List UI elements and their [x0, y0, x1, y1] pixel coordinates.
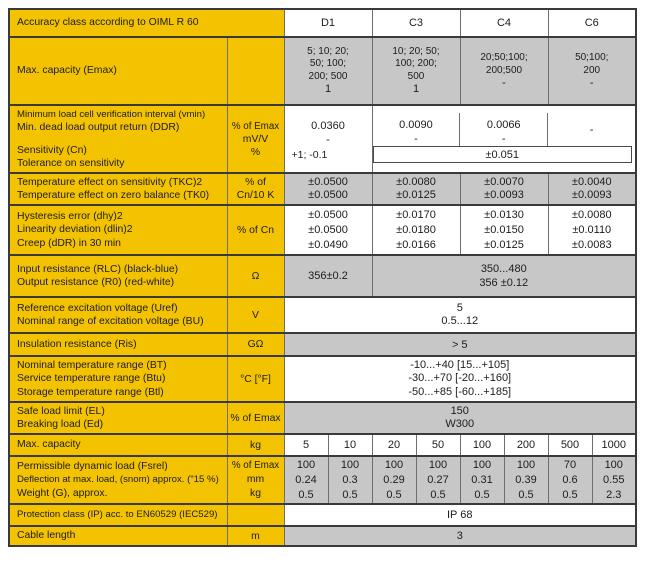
row-hysteresis — [9, 205, 636, 255]
unit-emax — [227, 37, 284, 105]
row-header — [9, 9, 636, 37]
label-max-capacity-kg: Max. capacity — [9, 434, 227, 456]
cell-hyst-d1: ±0.0500 ±0.0500 ±0.0490 — [284, 205, 372, 255]
cell-cable-merged: 3 — [284, 526, 636, 546]
label-protection-class: Protection class (IP) acc. to EN60529 (IEC529) — [9, 504, 227, 526]
sensitivity-d1: +1; -0.1 — [291, 149, 328, 161]
row-temp-effect — [9, 173, 636, 205]
label-temp-range: Nominal temperature range (BT) Service temperature range (Btu) Storage temperature range (Btl) — [9, 356, 227, 402]
tolerance-merged-cell: ±0.051 — [373, 146, 633, 163]
cell-kg-5: 200 — [504, 434, 548, 456]
cell-hyst-c4: ±0.0130 ±0.0150 ±0.0125 — [460, 205, 548, 255]
label-temp-effect: Temperature effect on sensitivity (TKC)2 Temperature effect on zero balance (TK0) — [9, 173, 227, 205]
cell-excitation-merged: 5 0.5...12 — [284, 297, 636, 333]
cell-vmin-d1: 0.0360 - +1; -0.1 — [284, 105, 372, 173]
unit-vmin: % of Emax mV/V % — [227, 105, 284, 173]
cell-vmin-c3-c6 — [372, 105, 636, 173]
row-vmin-sensitivity — [9, 105, 636, 173]
col-header-c6: C6 — [548, 9, 636, 37]
label-excitation: Reference excitation voltage (Uref) Nominal range of excitation voltage (BU) — [9, 297, 227, 333]
cell-emax-d1: 5; 10; 20; 50; 100; 200; 500 1 — [284, 37, 372, 105]
cell-dyn-3: 100 0.27 0.5 — [416, 456, 460, 504]
cell-kg-2: 20 — [372, 434, 416, 456]
row-cable-length — [9, 526, 636, 546]
cell-insulation-merged: > 5 — [284, 333, 636, 356]
cell-kg-3: 50 — [416, 434, 460, 456]
label-cable-length: Cable length — [9, 526, 227, 546]
row-excitation — [9, 297, 636, 333]
label-dynamic-load: Permissible dynamic load (Fsrel) Deflection at max. load, (snom) approx. ("15 %) Weight (G), approx. — [9, 456, 227, 504]
table-title-cell — [9, 9, 284, 37]
cell-dyn-2: 100 0.29 0.5 — [372, 456, 416, 504]
cell-safe-load-merged: 150 W300 — [284, 402, 636, 434]
cell-dyn-4: 100 0.31 0.5 — [460, 456, 504, 504]
cell-kg-4: 100 — [460, 434, 504, 456]
label-safe-load: Safe load limit (EL) Breaking load (Ed) — [9, 402, 227, 434]
row-max-capacity-kg — [9, 434, 636, 456]
col-header-c4: C4 — [460, 9, 548, 37]
row-safe-load — [9, 402, 636, 434]
row-dynamic-load — [9, 456, 636, 504]
unit-cable-length: m — [227, 526, 284, 546]
cell-resistance-merged: 350...480 356 ±0.12 — [372, 255, 636, 297]
cell-dyn-1: 100 0.3 0.5 — [328, 456, 372, 504]
cell-protection-merged: IP 68 — [284, 504, 636, 526]
cell-vmin-c6: - — [547, 113, 635, 146]
row-resistance — [9, 255, 636, 297]
cell-kg-0: 5 — [284, 434, 328, 456]
unit-protection-class — [227, 504, 284, 526]
row-protection-class — [9, 504, 636, 526]
unit-temp-range: °C [°F] — [227, 356, 284, 402]
cell-tkc-c3: ±0.0080 ±0.0125 — [372, 173, 460, 205]
label-resistance: Input resistance (RLC) (black-blue) Output resistance (R0) (red-white) — [9, 255, 227, 297]
cell-kg-7: 1000 — [592, 434, 636, 456]
cell-vmin-c3: 0.0090 - — [399, 119, 433, 145]
unit-max-capacity-kg: kg — [227, 434, 284, 456]
cell-emax-c4: 20;50;100; 200;500 - — [460, 37, 548, 105]
unit-temp-effect: % of Cn/10 K — [227, 173, 284, 205]
loadcell-spec-table — [8, 8, 637, 547]
label-insulation: Insulation resistance (Ris) — [9, 333, 227, 356]
cell-dyn-5: 100 0.39 0.5 — [504, 456, 548, 504]
label-hysteresis: Hysteresis error (dhy)2 Linearity deviation (dlin)2 Creep (dDR) in 30 min — [9, 205, 227, 255]
cell-dyn-0: 100 0.24 0.5 — [284, 456, 328, 504]
row-insulation — [9, 333, 636, 356]
cell-hyst-c3: ±0.0170 ±0.0180 ±0.0166 — [372, 205, 460, 255]
unit-resistance: Ω — [227, 255, 284, 297]
unit-excitation: V — [227, 297, 284, 333]
unit-hysteresis: % of Cn — [227, 205, 284, 255]
cell-tkc-d1: ±0.0500 ±0.0500 — [284, 173, 372, 205]
cell-hyst-c6: ±0.0080 ±0.0110 ±0.0083 — [548, 205, 636, 255]
table-title: Accuracy class according to OIML R 60 — [17, 17, 199, 29]
cell-temp-range-merged: -10...+40 [15...+105] -30...+70 [-20...+160] -50...+85 [-60...+185] — [284, 356, 636, 402]
cell-tkc-c4: ±0.0070 ±0.0093 — [460, 173, 548, 205]
label-emax: Max. capacity (Emax) — [9, 37, 227, 105]
cell-emax-c6: 50;100; 200 - — [548, 37, 636, 105]
cell-kg-1: 10 — [328, 434, 372, 456]
unit-insulation: GΩ — [227, 333, 284, 356]
col-header-d1: D1 — [284, 9, 372, 37]
unit-dynamic-load: % of Emax mm kg — [227, 456, 284, 504]
cell-emax-c3: 10; 20; 50; 100; 200; 500 1 — [372, 37, 460, 105]
cell-resistance-d1: 356±0.2 — [284, 255, 372, 297]
row-temp-range — [9, 356, 636, 402]
row-emax — [9, 37, 636, 105]
unit-safe-load: % of Emax — [227, 402, 284, 434]
cell-kg-6: 500 — [548, 434, 592, 456]
cell-vmin-c4: 0.0066 - — [459, 113, 547, 146]
cell-dyn-6: 70 0.6 0.5 — [548, 456, 592, 504]
cell-dyn-7: 100 0.55 2.3 — [592, 456, 636, 504]
label-vmin: Minimum load cell verification interval (vmin) Min. dead load output return (DDR) Sensitivity (Cn) Tolerance on sensitivity — [9, 105, 227, 173]
col-header-c3: C3 — [372, 9, 460, 37]
cell-tkc-c6: ±0.0040 ±0.0093 — [548, 173, 636, 205]
